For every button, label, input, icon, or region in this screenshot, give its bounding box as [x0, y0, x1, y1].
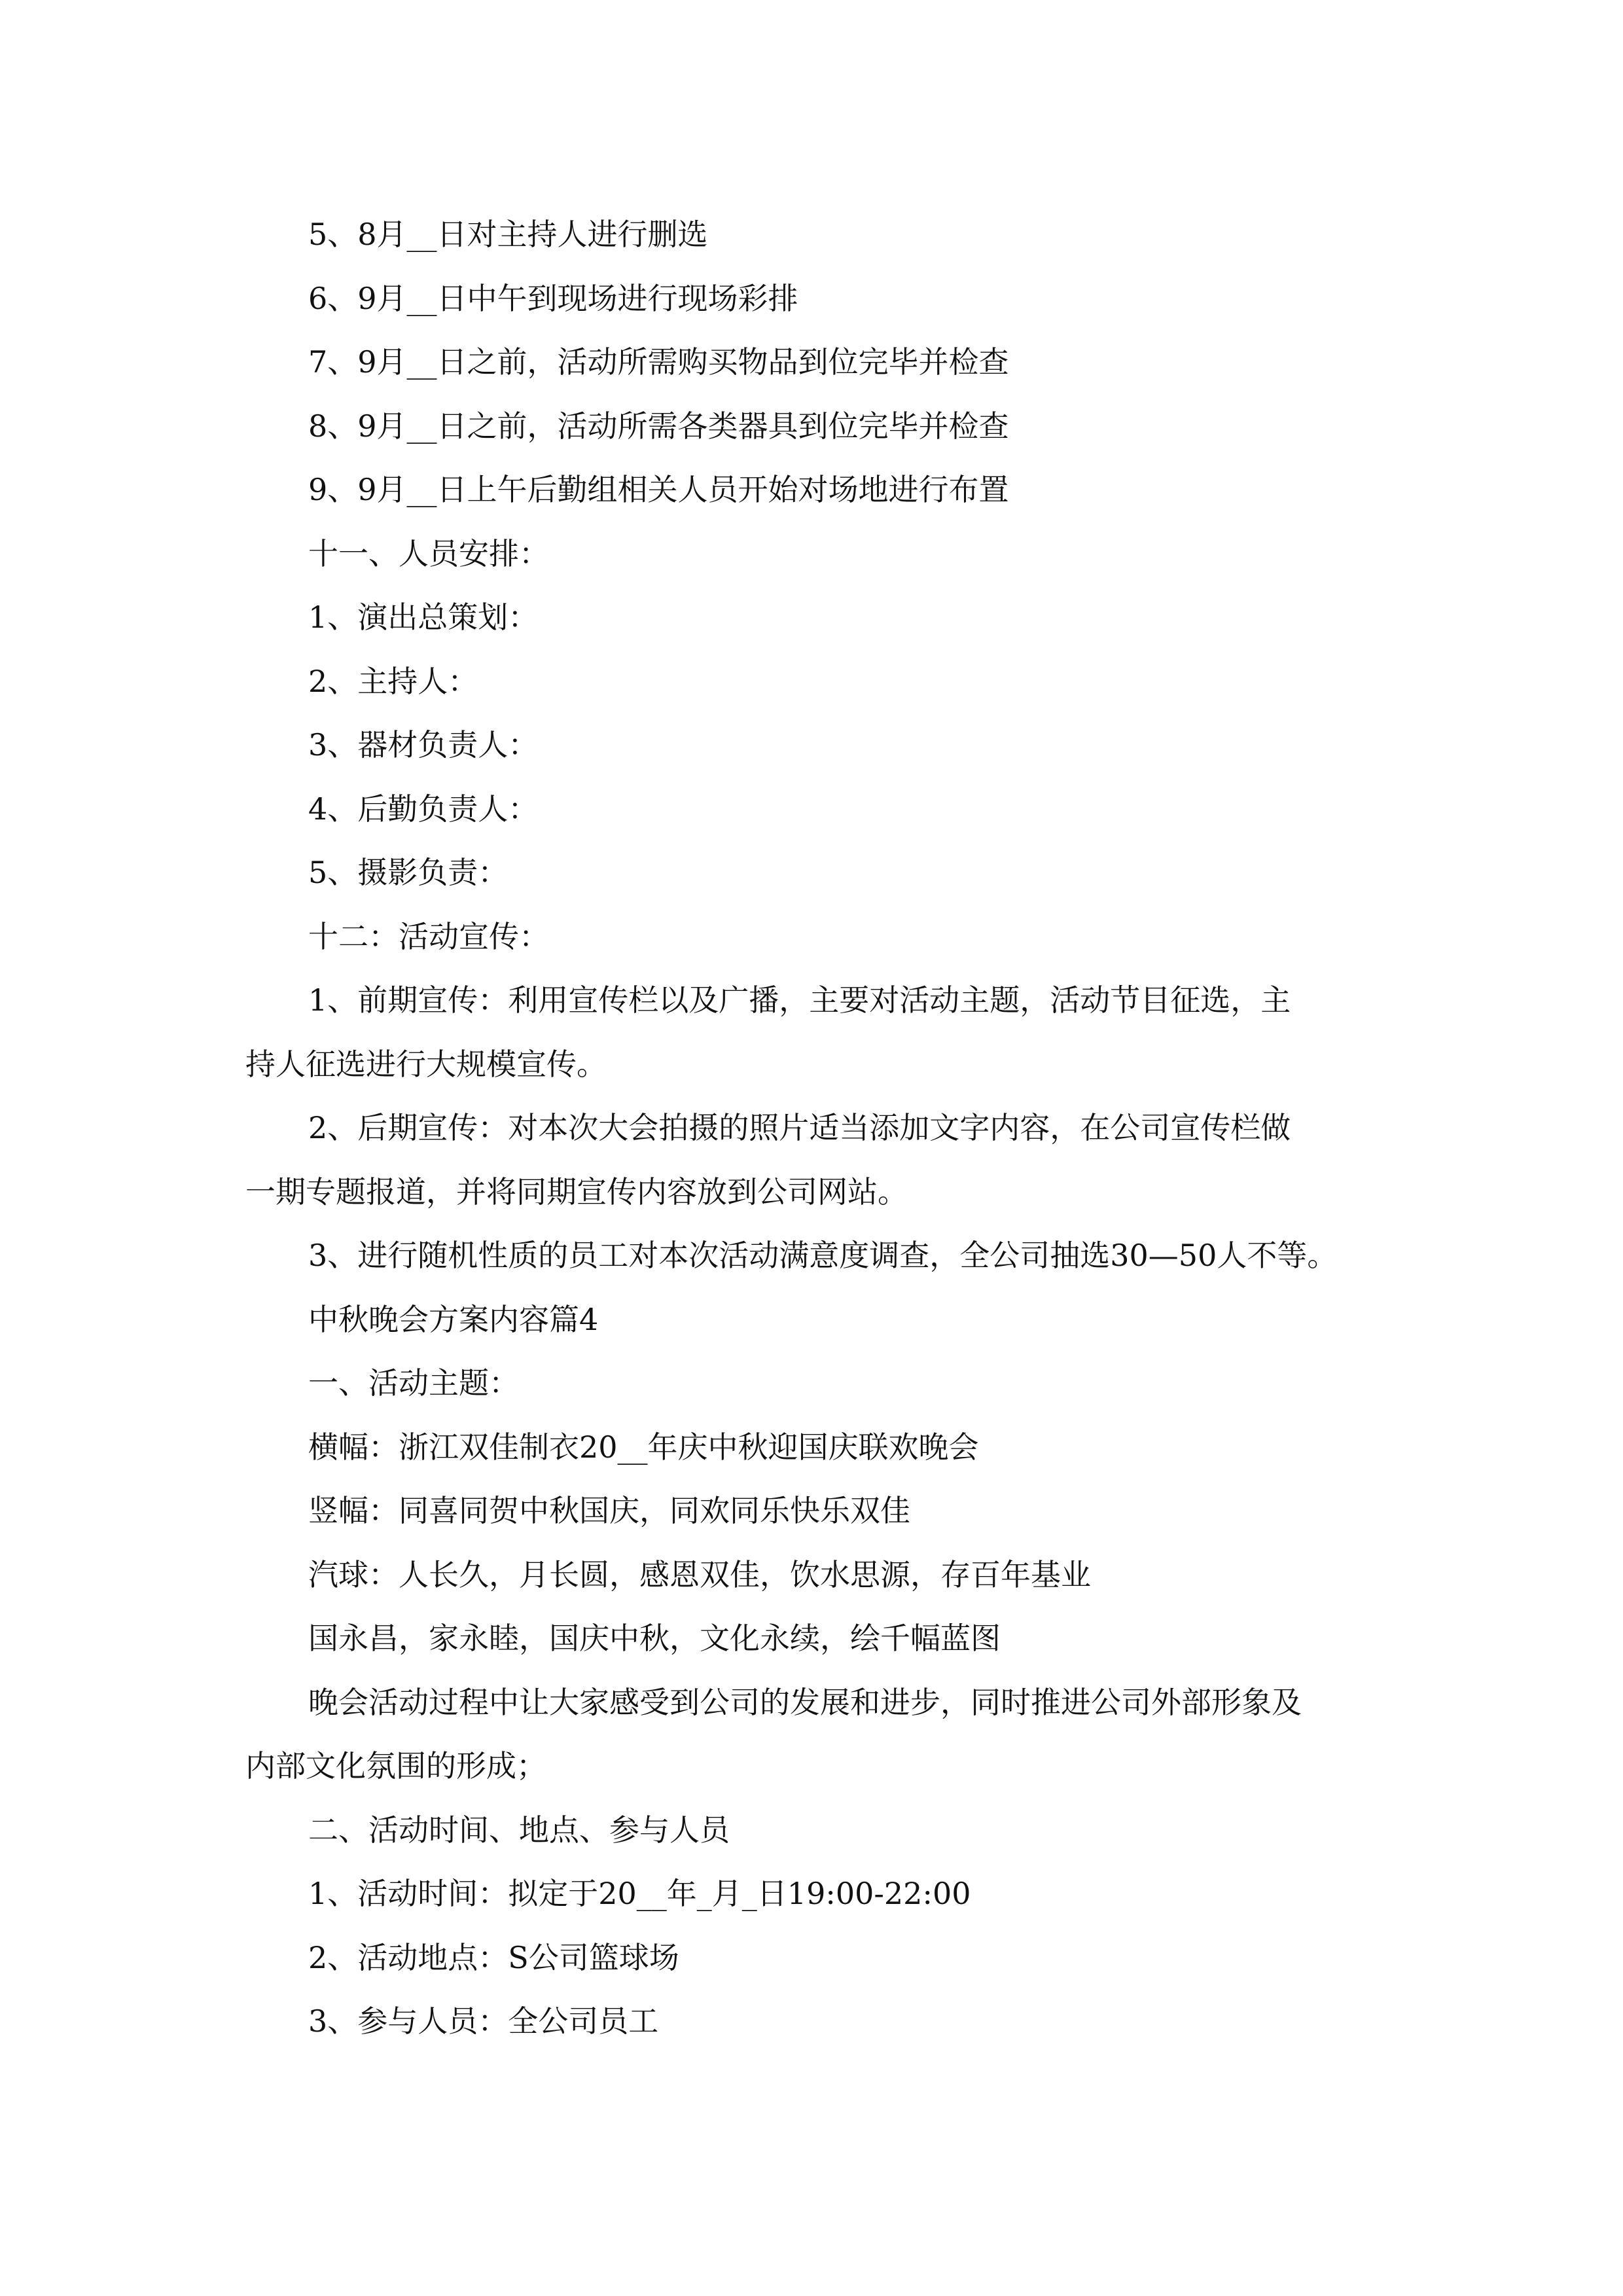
section-heading-publicity: 十二：活动宣传：	[308, 918, 549, 954]
staff-item-logistics: 4、后勤负责人：	[308, 791, 539, 827]
staff-item-equipment: 3、器材负责人：	[308, 727, 539, 762]
article-title: 中秋晚会方案内容篇4	[308, 1301, 599, 1337]
theme-banner: 横幅：浙江双佳制衣20__年庆中秋迎国庆联欢晚会	[308, 1429, 979, 1465]
section-heading-theme: 一、活动主题：	[308, 1365, 519, 1401]
theme-description-continued: 内部文化氛围的形成；	[245, 1748, 546, 1784]
schedule-item-6: 6、9月__日中午到现场进行现场彩排	[308, 280, 798, 316]
theme-slogan: 国永昌，家永睦，国庆中秋，文化永续，绘千幅蓝图	[308, 1621, 1001, 1656]
theme-balloon: 汽球：人长久，月长圆，感恩双佳，饮水思源，存百年基业	[308, 1556, 1091, 1592]
staff-item-photography: 5、摄影负责：	[308, 855, 508, 890]
theme-description: 晚会活动过程中让大家感受到公司的发展和进步，同时推进公司外部形象及	[308, 1684, 1302, 1720]
schedule-item-9: 9、9月__日上午后勤组相关人员开始对场地进行布置	[308, 472, 1009, 507]
publicity-item-1-continued: 持人征选进行大规模宣传。	[245, 1046, 607, 1082]
publicity-item-1: 1、前期宣传：利用宣传栏以及广播，主要对活动主题，活动节目征选，主	[308, 982, 1291, 1018]
schedule-item-5: 5、8月__日对主持人进行删选	[308, 217, 708, 252]
publicity-item-2: 2、后期宣传：对本次大会拍摄的照片适当添加文字内容，在公司宣传栏做	[308, 1110, 1291, 1145]
event-location: 2、活动地点：S公司篮球场	[308, 1939, 679, 1975]
event-participants: 3、参与人员：全公司员工	[308, 2003, 659, 2039]
section-heading-time-place: 二、活动时间、地点、参与人员	[308, 1812, 730, 1848]
schedule-item-8: 8、9月__日之前，活动所需各类器具到位完毕并检查	[308, 408, 1009, 444]
schedule-item-7: 7、9月__日之前，活动所需购买物品到位完毕并检查	[308, 344, 1009, 380]
event-time: 1、活动时间：拟定于20__年_月_日19:00-22:00	[308, 1876, 971, 1911]
publicity-item-2-continued: 一期专题报道，并将同期宣传内容放到公司网站。	[245, 1174, 908, 1210]
staff-item-host: 2、主持人：	[308, 663, 478, 699]
staff-item-planner: 1、演出总策划：	[308, 600, 539, 635]
document-body	[245, 203, 1378, 2054]
publicity-item-3: 3、进行随机性质的员工对本次活动满意度调查，全公司抽选30—50人不等。	[308, 1238, 1338, 1273]
theme-vertical-banner: 竖幅：同喜同贺中秋国庆，同欢同乐快乐双佳	[308, 1493, 910, 1528]
section-heading-staffing: 十一、人员安排：	[308, 535, 549, 571]
